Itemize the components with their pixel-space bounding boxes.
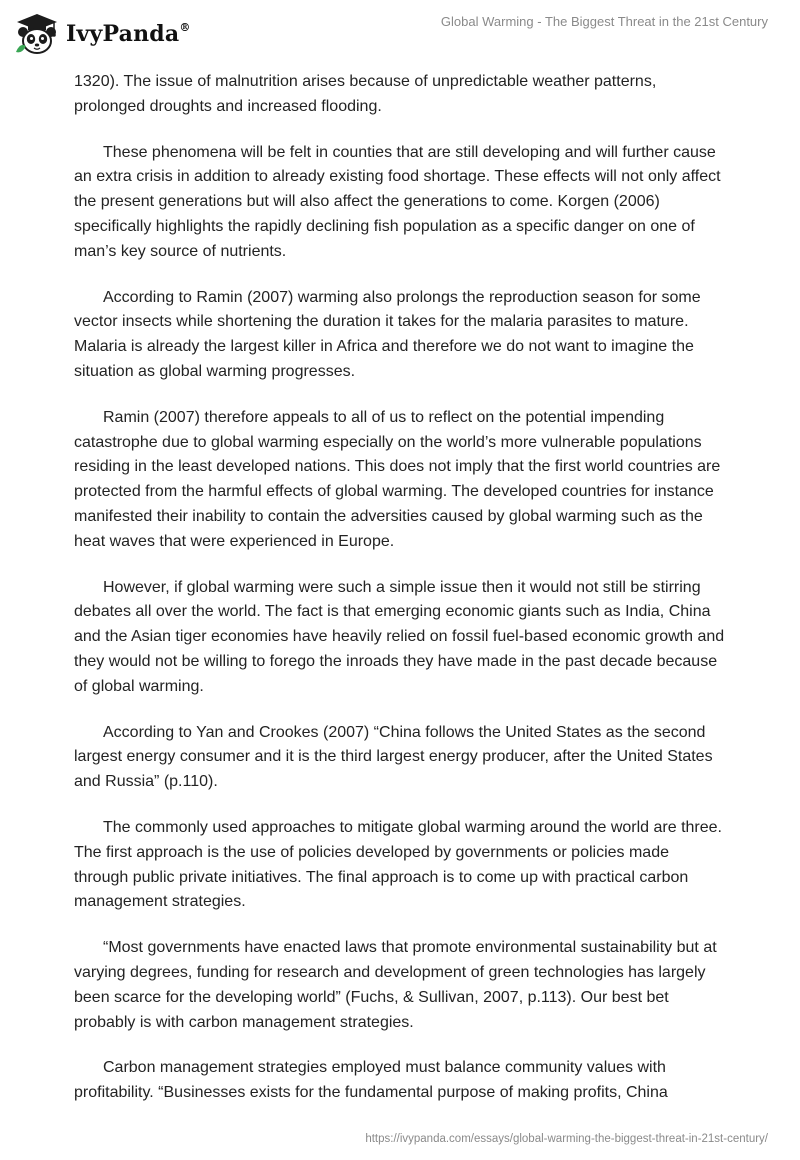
paragraph: These phenomena will be felt in counties that are still developing and will further cause an extra crisis in addition to already existing food shortage. These effects will not only affect the present generations but will also affect the generations to come. Korgen (2006) specifically highlights the rapidly declining fish population as a specific danger on one of man’s key source of nutrients. [74, 143, 721, 260]
brand-name: IvyPanda® [66, 20, 191, 47]
document-title: Global Warming - The Biggest Threat in the 21st Century [440, 14, 768, 29]
essay-body [74, 70, 726, 1127]
paragraph: 1320). The issue of malnutrition arises because of unpredictable weather patterns, prolonged droughts and increased flooding. [74, 73, 657, 115]
paragraph: Carbon management strategies employed must balance community values with profitability. “Businesses exists for the fundamental purpose of making profits, China [74, 1059, 668, 1102]
brand-logo[interactable] [14, 12, 191, 56]
paragraph: According to Yan and Crookes (2007) “China follows the United States as the second largest energy consumer and it is the third largest energy producer, after the United States and Russia” (p.110). [74, 723, 713, 791]
source-url[interactable]: https://ivypanda.com/essays/global-warming-the-biggest-threat-in-21st-century/ [365, 1133, 768, 1145]
paragraph: According to Ramin (2007) warming also prolongs the reproduction season for some vector insects while shortening the duration it takes for the malaria parasites to mature. Malaria is already the largest killer in Africa and therefore we do not want to imagine the situation as global warming progresses. [74, 288, 701, 380]
paragraph: Ramin (2007) therefore appeals to all of us to reflect on the potential impending catastrophe due to global warming especially on the world’s more vulnerable populations residing in the least developed nations. This does not imply that the first world countries are protected from the harmful effects of global warming. The developed countries for instance manifested their inability to contain the adversities caused by global warming such as the heat waves that were experienced in Europe. [74, 408, 721, 550]
page-header [0, 0, 800, 66]
paragraph: The commonly used approaches to mitigate global warming around the world are three. The first approach is the use of policies developed by governments or policies made through public private initiatives. The final approach is to come up with practical carbon management strategies. [74, 818, 722, 911]
paragraph: “Most governments have enacted laws that promote environmental sustainability but at varying degrees, funding for research and development of green technologies has largely been scarce for the developing world” (Fuchs, & Sullivan, 2007, p.113). Our best bet probably is with carbon management strategies. [74, 939, 717, 1031]
paragraph: However, if global warming were such a simple issue then it would not still be stirring debates all over the world. The fact is that emerging economic giants such as India, China and the Asian tiger economies have heavily relied on fossil fuel-based economic growth and they would not be willing to forego the inroads they have made in the past decade because of global warming. [74, 578, 725, 695]
panda-graduation-cap-icon [14, 12, 60, 56]
